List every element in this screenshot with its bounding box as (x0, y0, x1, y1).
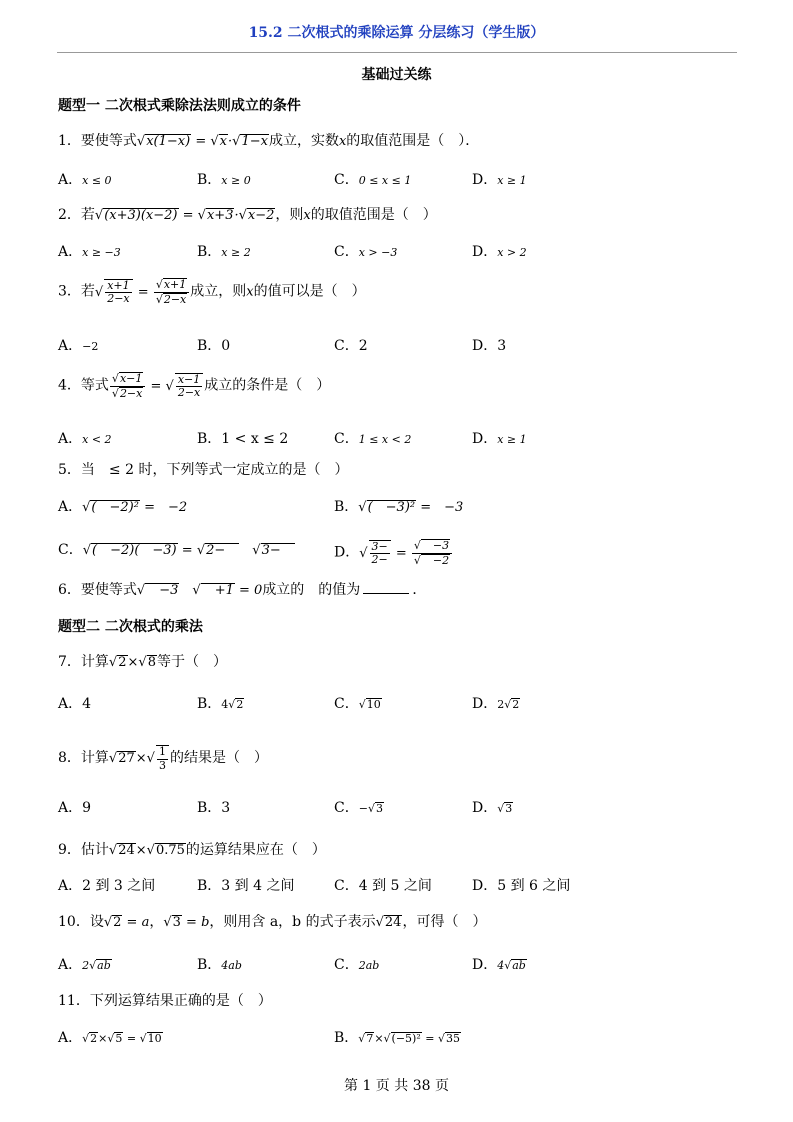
document-header: 15.2 二次根式的乘除运算 分层练习（学生版） (248, 25, 545, 41)
q3-option-b[interactable]: B．0 (197, 338, 231, 354)
question-5: 5．当 ≤ 2 时，下列等式一定成立的是（ ） (58, 462, 349, 478)
question-1: 1．要使等式√ x(1−x) = √ x·√ 1−x成立，实数x的取值范围是（ ）． (58, 130, 479, 150)
q2-equation: √ (x+3)(x−2) = √ x+3·√ x−2 (95, 208, 275, 223)
q9-option-b[interactable]: B．3 到 4 之间 (197, 878, 295, 894)
question-11: 11．下列运算结果正确的是（ ） (58, 993, 272, 1009)
q7-option-c[interactable]: C．√ 10 (334, 693, 382, 713)
q9-option-d[interactable]: D．5 到 6 之间 (472, 878, 571, 894)
q5-option-a[interactable]: A．√ ( −2)² = −2 (58, 496, 187, 516)
page-footer: 第 1 页 共 38 页 (344, 1078, 449, 1094)
q11-option-a[interactable]: A．√ 2×√ 5 = √ 10 (58, 1027, 163, 1047)
question-9: 9．估计√ 24×√ 0.75的运算结果应在（ ） (58, 839, 326, 859)
section-level-title: 基础过关练 (361, 67, 432, 83)
question-6: 6．要使等式√ −3 √ +1 = 0成立的 的值为 ． (58, 579, 426, 599)
q10-option-c[interactable]: C．2ab (334, 957, 380, 973)
q9-option-c[interactable]: C．4 到 5 之间 (334, 878, 432, 894)
q1-option-d[interactable]: D．x ≥ 1 (472, 172, 527, 188)
q7-option-b[interactable]: B．4√ 2 (197, 693, 244, 713)
q1-option-b[interactable]: B．x ≥ 0 (197, 172, 251, 188)
q3-option-c[interactable]: C．2 (334, 338, 368, 354)
q5-option-b[interactable]: B．√ ( −3)² = −3 (334, 496, 463, 516)
q1-option-a[interactable]: A．x ≤ 0 (58, 172, 112, 188)
q4-option-a[interactable]: A．x < 2 (58, 431, 112, 447)
question-7: 7．计算√ 2×√ 8等于（ ） (58, 651, 227, 671)
q4-equation: √ x−1 √ 2−x = √ $\frac{x-1}{2-x}$ (109, 379, 204, 394)
q8-option-c[interactable]: C．−√ 3 (334, 797, 384, 817)
q7-option-a[interactable]: A．4 (58, 696, 92, 712)
q3-option-d[interactable]: D．3 (472, 338, 507, 354)
q9-option-a[interactable]: A．2 到 3 之间 (58, 878, 156, 894)
q3-option-a[interactable]: A．−2 (58, 338, 99, 354)
q5-option-d[interactable]: D．√ $\frac{3-}{2-}$ = √ −3 √ −2 (334, 539, 453, 567)
q4-option-c[interactable]: C．1 ≤ x < 2 (334, 431, 412, 447)
q8-option-d[interactable]: D．√ 3 (472, 797, 513, 817)
q4-option-d[interactable]: D．x ≥ 1 (472, 431, 527, 447)
q2-option-c[interactable]: C．x > −3 (334, 244, 398, 260)
header-rule (57, 52, 737, 53)
q4-option-b[interactable]: B．1 < x ≤ 2 (197, 431, 289, 447)
q10-option-b[interactable]: B．4ab (197, 957, 242, 973)
q10-option-d[interactable]: D．4√ ab (472, 954, 527, 974)
question-3: 3．若√ $\frac{x+1}{2-x}$ = √ x+1 √ 2−x 成立，则x的值可以是（ ） (58, 278, 366, 306)
q5-option-c[interactable]: C．√ ( −2)( −3) = √ 2− √ 3− (58, 539, 295, 559)
q6-answer-blank[interactable] (363, 593, 409, 594)
q8-option-b[interactable]: B．3 (197, 800, 231, 816)
section-heading-2: 题型二 二次根式的乘法 (58, 619, 203, 635)
question-4: 4．等式 √ x−1 √ 2−x = √ $\frac{x-1}{2-x}$ 成立的条件是（ ） (58, 372, 330, 400)
q1-option-c[interactable]: C．0 ≤ x ≤ 1 (334, 172, 412, 188)
q8-option-a[interactable]: A．9 (58, 800, 92, 816)
q2-option-d[interactable]: D．x > 2 (472, 244, 527, 260)
q1-equation: √ x(1−x) = √ x·√ 1−x (137, 134, 269, 149)
q2-option-b[interactable]: B．x ≥ 2 (197, 244, 251, 260)
section-heading-1: 题型一 二次根式乘除法法则成立的条件 (58, 98, 301, 114)
question-2: 2．若√ (x+3)(x−2) = √ x+3·√ x−2，则x的取值范围是（ ） (58, 204, 437, 224)
q11-option-b[interactable]: B．√ 7×√ (−5)² = √ 35 (334, 1027, 461, 1047)
q2-option-a[interactable]: A．x ≥ −3 (58, 244, 121, 260)
q3-equation: √ $\frac{x+1}{2-x}$ = √ x+1 √ 2−x (95, 285, 190, 300)
q10-option-a[interactable]: A．2√ ab (58, 954, 112, 974)
question-8: 8．计算√ 27×√ $\frac{1}{3}$ 的结果是（ ） (58, 745, 268, 772)
question-10: 10．设√ 2 = a，√ 3 = b，则用含 a，b 的式子表示√ 24，可得（ ） (58, 911, 486, 931)
q7-option-d[interactable]: D．2√ 2 (472, 693, 520, 713)
